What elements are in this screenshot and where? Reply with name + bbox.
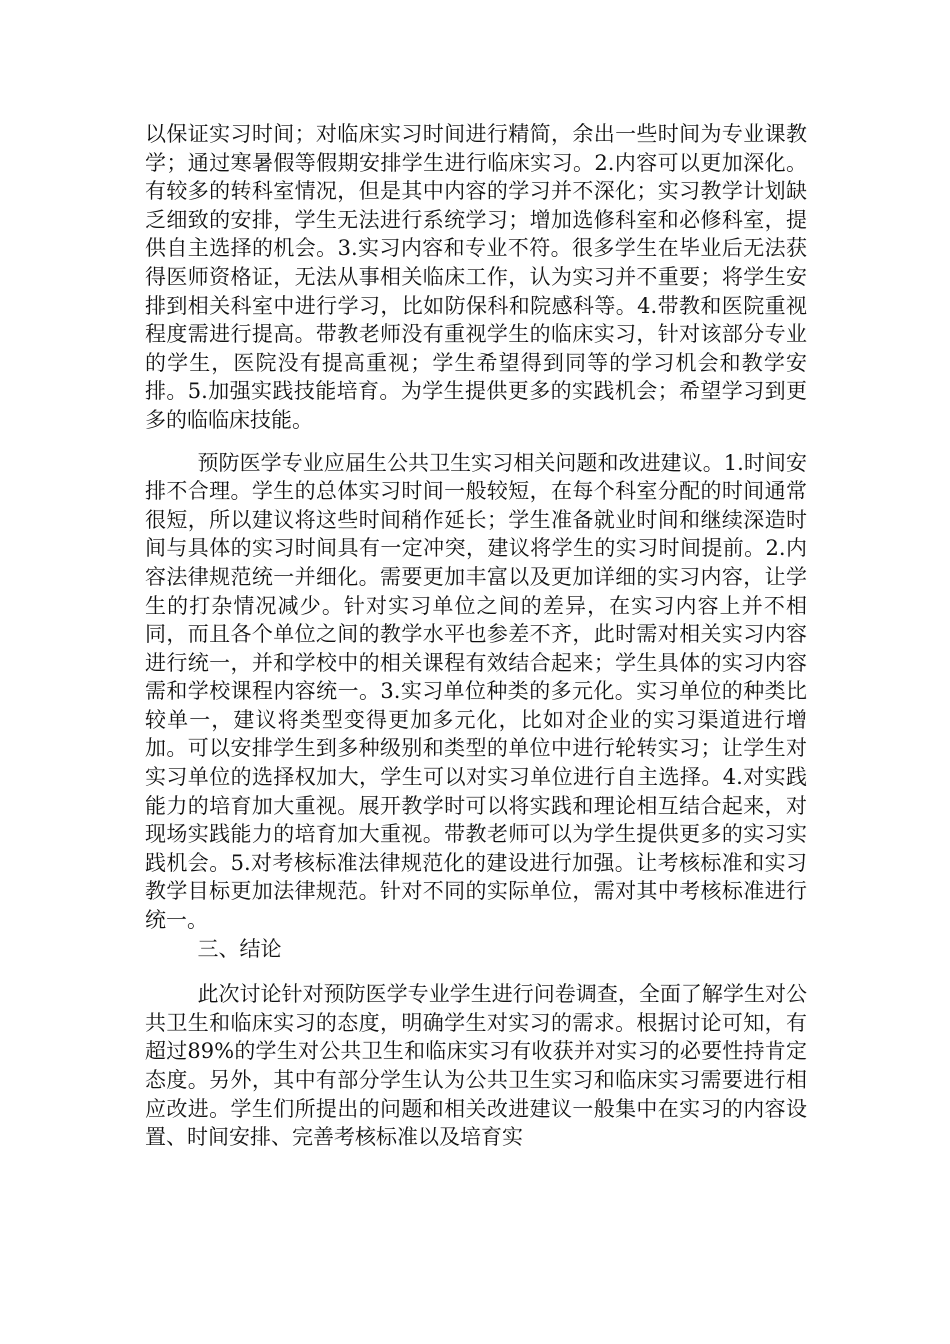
- section-heading-conclusion: 三、结论: [197, 936, 282, 961]
- body-paragraph-public-health-suggestions: 预防医学专业应届生公共卫生实习相关问题和改进建议。1.时间安排不合理。学生的总体实习时间一般较短，在每个科室分配的时间通常很短，所以建议将这些时间稍作延长；学生准备就业时间和继续深造时间与具体的实习时间具有一定冲突，建议将学生的实习时间提前。2.内容法律规范统一并细化。需要更加丰富以及更加详细的实习内容，让学生的打杂情况减少。针对实习单位之间的差异，在实习内容上并不相同，而且各个单位之间的教学水平也参差不齐，此时需对相关实习内容进行统一，并和学校中的相关课程有效结合起来；学生具体的实习内容需和学校课程内容统一。3.实习单位种类的多元化。实习单位的种类比较单一，建议将类型变得更加多元化，比如对企业的实习渠道进行增加。可以安排学生到多种级别和类型的单位中进行轮转实习；让学生对实习单位的选择权加大，学生可以对实习单位进行自主选择。4.对实践能力的培育加大重视。展开教学时可以将实践和理论相互结合起来，对现场实践能力的培育加大重视。带教老师可以为学生提供更多的实习实践机会。5.对考核标准法律规范化的建设进行加强。让考核标准和实习教学目标更加法律规范。针对不同的实际单位，需对其中考核标准进行统一。: [145, 450, 807, 933]
- body-paragraph-continued: 以保证实习时间；对临床实习时间进行精简，余出一些时间为专业课教学；通过寒暑假等假期安排学生进行临床实习。2.内容可以更加深化。有较多的转科室情况，但是其中内容的学习并不深化；实习教学计划缺乏细致的安排，学生无法进行系统学习；增加选修科室和必修科室，提供自主选择的机会。3.实习内容和专业不符。很多学生在毕业后无法获得医师资格证，无法从事相关临床工作，认为实习并不重要；将学生安排到相关科室中进行学习，比如防保科和院感科等。4.带教和医院重视程度需进行提高。带教老师没有重视学生的临床实习，针对该部分专业的学生，医院没有提高重视；学生希望得到同等的学习机会和教学安排。5.加强实践技能培育。为学生提供更多的实践机会；希望学习到更多的临临床技能。: [145, 122, 807, 432]
- body-paragraph-conclusion: 此次讨论针对预防医学专业学生进行问卷调查，全面了解学生对公共卫生和临床实习的态度，明确学生对实习的需求。根据讨论可知，有超过89%的学生对公共卫生和临床实习有收获并对实习的必要性持肯定态度。另外，其中有部分学生认为公共卫生实习和临床实习需要进行相应改进。学生们所提出的问题和相关改进建议一般集中在实习的内容设置、时间安排、完善考核标准以及培育实: [145, 982, 807, 1150]
- document-page: [145, 120, 807, 1152]
